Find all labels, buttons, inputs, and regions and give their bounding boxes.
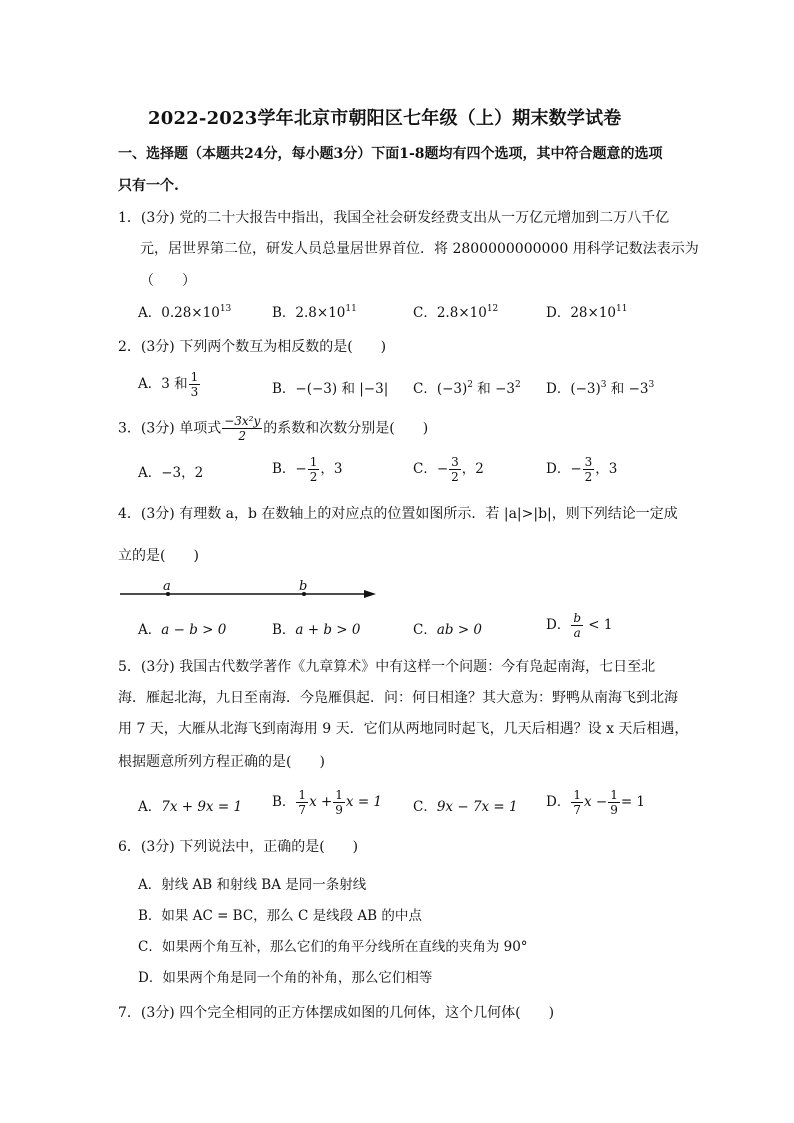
section-heading-line2: 只有一个. xyxy=(118,178,179,194)
q6-stem: 6．(3分) 下列说法中，正确的是( ) xyxy=(118,839,359,855)
q3-option-b: B．− $\frac{1}{2}$ ，3 xyxy=(272,455,343,484)
q1-line3: （ ） xyxy=(140,273,196,289)
q7-stem: 7．(3分) 四个完全相同的正方体摆成如图的几何体，这个几何体( ) xyxy=(118,1005,555,1021)
page-title: 2022-2023学年北京市朝阳区七年级（上）期末数学试卷 xyxy=(148,108,622,129)
number-line-arrow xyxy=(364,590,376,598)
q2-stem: 2．(3分) 下列两个数互为相反数的是( ) xyxy=(118,339,387,355)
number-line-figure xyxy=(118,576,383,606)
q4-line1: 4．(3分) 有理数 a，b 在数轴上的对应点的位置如图所示．若 |a|>|b|，则下列结论一定成 xyxy=(118,506,678,522)
q6-option-d: D．如果两个角是同一个角的补角，那么它们相等 xyxy=(138,970,433,986)
q6-option-a: A．射线 AB 和射线 BA 是同一条射线 xyxy=(138,877,367,893)
q2-option-d: D．$(-3)^3$ 和 $-3^3$ xyxy=(546,380,655,397)
q3-option-c: C．− $\frac{3}{2}$ ，2 xyxy=(413,455,484,484)
q6-option-c: C．如果两个角互补，那么它们的角平分线所在直线的夹角为 90° xyxy=(138,939,528,955)
q5-line4: 根据题意所列方程正确的是( ) xyxy=(118,754,325,770)
q5-option-d: D． $\frac{1}{7}$ x − $\frac{1}{9}$ = 1 xyxy=(546,788,646,817)
q5-option-b: B． $\frac{1}{7}$ x + $\frac{1}{9}$ x = 1 xyxy=(272,788,383,817)
q4-option-d: D． $\frac{b}{a}$ < 1 xyxy=(546,611,613,640)
label-a: a xyxy=(163,579,171,594)
q6-option-b: B．如果 AC = BC，那么 C 是线段 AB 的中点 xyxy=(138,908,422,924)
q5-option-c: C．9x − 7x = 1 xyxy=(413,799,518,815)
q3-option-a: A．−3，2 xyxy=(138,465,204,481)
q5-option-a: A．7x + 9x = 1 xyxy=(138,799,243,815)
q2-option-a: A．3 和 $\frac{1}{3}$ xyxy=(138,370,199,399)
q2-option-b: B．−(−3) 和 |−3| xyxy=(272,381,389,397)
q3-stem: 3．(3分) 单项式 $\frac{\text{−3x²y}}{2}$ 的系数和次数分别是( ) xyxy=(118,414,429,443)
q1-option-b: B．$2.8\times 10^{11}$ xyxy=(272,304,357,321)
label-b: b xyxy=(299,579,308,594)
q4-option-c: C．ab > 0 xyxy=(413,622,483,638)
q4-option-a: A．a − b > 0 xyxy=(138,622,227,638)
q3-option-d: D．− $\frac{3}{2}$ ，3 xyxy=(546,455,618,484)
q1-line1: 1．(3分) 党的二十大报告中指出，我国全社会研发经费支出从一万亿元增加到二万八千亿 xyxy=(118,210,670,226)
q2-option-c: C．$(-3)^2$ 和 $-3^2$ xyxy=(413,380,521,397)
q4-option-b: B．a + b > 0 xyxy=(272,622,361,638)
section-heading-line1: 一、选择题（本题共24分，每小题3分）下面1-8题均有四个选项，其中符合题意的选项 xyxy=(118,146,663,162)
q1-option-a: A．$0.28\times 10^{13}$ xyxy=(138,304,232,321)
q5-line3: 用 7 天，大雁从北海飞到南海用 9 天．它们从两地同时起飞，几天后相遇？设 x 天后相遇， xyxy=(118,721,689,737)
q1-option-c: C．$2.8\times 10^{12}$ xyxy=(413,304,499,321)
q5-line2: 海．雁起北海，九日至南海．今凫雁俱起．问：何日相逢？其大意为：野鸭从南海飞到北海 xyxy=(118,690,678,706)
q1-option-d: D．$28\times 10^{11}$ xyxy=(546,304,628,321)
q1-line2: 元，居世界第二位，研发人员总量居世界首位．将 2800000000000 用科学记数法表示为 xyxy=(140,241,699,257)
q5-line1: 5．(3分) 我国古代数学著作《九章算术》中有这样一个问题：今有凫起南海，七日至北 xyxy=(118,659,656,675)
q4-line2: 立的是( ) xyxy=(118,548,199,564)
